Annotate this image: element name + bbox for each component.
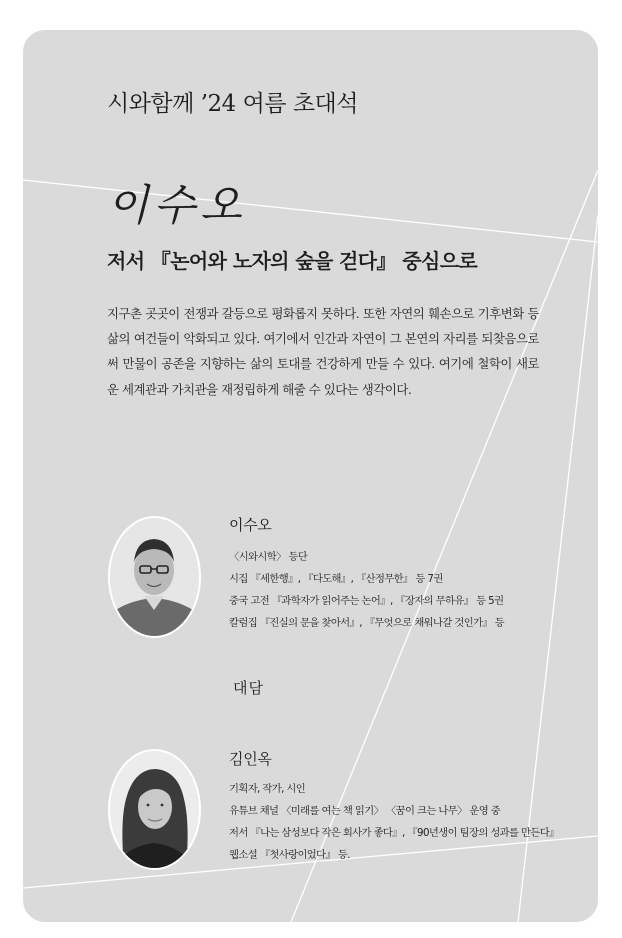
speaker-name: 이수오 — [229, 516, 272, 534]
bio-line: 웹소설 『첫사랑이었다』 등. — [229, 849, 350, 861]
interviewer-portrait — [108, 749, 201, 870]
invitation-card — [23, 30, 598, 922]
interviewer-bio — [229, 778, 559, 866]
intro-paragraph: 지구촌 곳곳이 전쟁과 갈등으로 평화롭지 못하다. 또한 자연의 훼손으로 기후변화 등 삶의 여건들이 악화되고 있다. 여기에서 인간과 자연이 그 본연의 자리를 되찾음으로써 만물이 공존을 지향하는 삶의 토대를 건강하게 만들 수 있다. 여기에 철학이 새로운 세계관과 가치관을 재정립하게 해줄 수 있다는 생각이다. — [107, 306, 539, 397]
speaker-portrait — [108, 516, 201, 638]
bio-line: 유튜브 채널 〈미래를 여는 책 읽기〉 〈꿈이 크는 나무〉 운영 중 — [229, 805, 501, 817]
interviewer-name: 김인옥 — [229, 750, 272, 768]
bio-line: 기획자, 작가, 시인 — [229, 783, 306, 795]
series-title: 시와함께 ’24 여름 초대석 — [107, 91, 358, 117]
bio-line: 중국 고전 『과학자가 읽어주는 논어』, 『장자의 무하유』 등 5권 — [229, 595, 504, 607]
bio-line: 칼럼집 『진실의 문을 찾아서』, 『무엇으로 채워나갈 것인가』 등 — [229, 617, 505, 629]
lecture-subtitle: 저서 『논어와 노자의 숲을 걷다』 중심으로 — [107, 249, 478, 273]
bio-line: 시집 『세한행』, 『다도해』, 『산정무한』 등 7권 — [229, 573, 443, 585]
speaker-bio — [229, 546, 504, 634]
speaker-name-heading: 이수오 — [107, 181, 247, 231]
bio-line: 저서 『나는 삼성보다 작은 회사가 좋다』, 『90년생이 팀장의 성과를 만든다』 — [229, 827, 559, 839]
dialogue-label: 대담 — [233, 679, 264, 697]
bio-line: 〈시와시학〉 등단 — [229, 551, 308, 563]
